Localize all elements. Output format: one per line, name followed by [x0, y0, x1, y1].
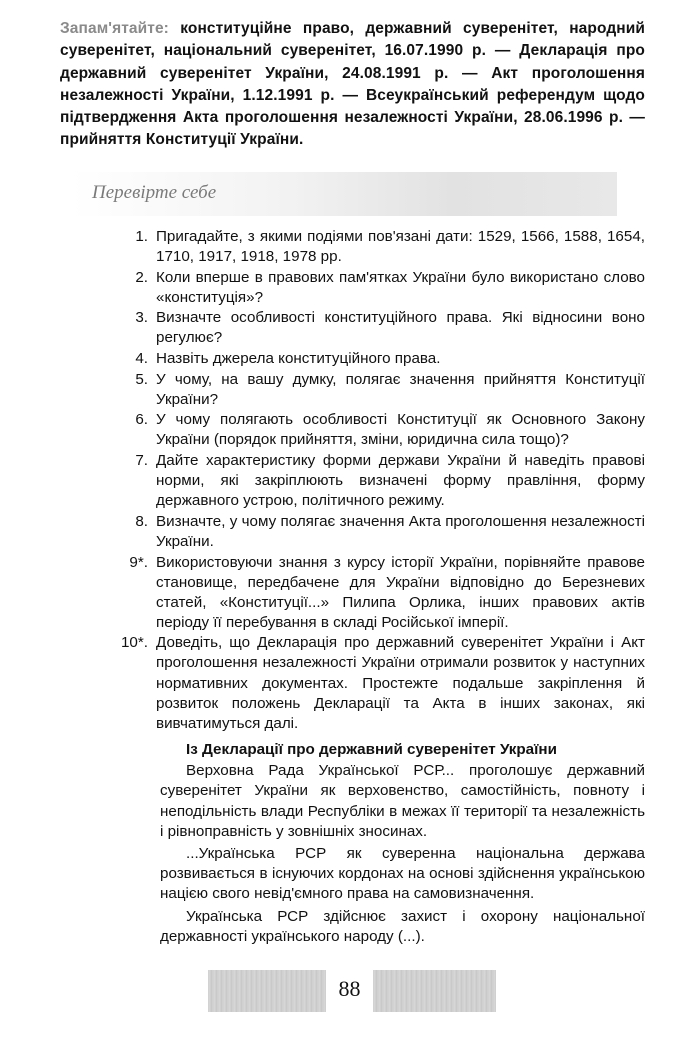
footer-bar-left [208, 970, 326, 1012]
question-number: 4. [135, 350, 148, 368]
excerpt-heading: Із Декларації про державний суверенітет України [186, 741, 557, 758]
question-text: Дайте характеристику форми держави України й наведіть правові норми, які закріплюють визначені форму правління, форму державного устрою, політичного режиму. [156, 452, 645, 510]
question-text: Використовуючи знання з курсу історії України, порівняйте правове становище, передбачене для України відповідно до Березневих статей, «Конституції...» Пилипа Орлика, інших правових актів періоду її перебування в складі Російської імперії. [156, 553, 645, 631]
question-text: Назвіть джерела конституційного права. [156, 350, 441, 368]
excerpt-paragraph: Верховна Рада Української РСР... проголошує державний суверенітет України як верховенство, самостійність, повноту і неподільність влади Республіки в межах її території та незалежність і рівноправність у зовнішніх зносинах. [160, 762, 645, 840]
question-item [90, 553, 645, 633]
footer-bar-right [373, 970, 496, 1012]
question-text: Визначте особливості конституційного права. Які відносини воно регулює? [156, 309, 645, 347]
page-number: 88 [338, 976, 361, 1001]
question-item [90, 308, 645, 348]
declaration-excerpt [160, 740, 645, 949]
remember-lead: Запам'ятайте: [60, 20, 169, 37]
question-text: Доведіть, що Декларація про державний суверенітет України і Акт проголошення незалежності України отримали розвиток у наступних нормативних документах. Простежте подальше закріплення й розвиток положень Декларації та Акта в інших законах, які вивчатимуться далі. [156, 634, 645, 732]
remember-block [60, 18, 645, 152]
question-number: 3. [135, 309, 148, 327]
question-item [90, 410, 645, 450]
excerpt-paragraph: Українська РСР здійснює захист і охорону національної державності українського народу (...). [160, 907, 645, 945]
question-text: Визначте, у чому полягає значення Акта проголошення незалежності України. [156, 512, 645, 550]
question-item [90, 451, 645, 511]
question-number: 10*. [120, 634, 148, 652]
question-item [90, 227, 645, 267]
question-text: Коли вперше в правових пам'ятках України було використано слово «конституція»? [156, 268, 645, 306]
question-item [90, 512, 645, 552]
question-number: 7. [135, 452, 148, 470]
section-title: Перевірте себе [92, 182, 217, 203]
question-item [90, 370, 645, 410]
question-text: У чому, на вашу думку, полягає значення прийняття Конституції України? [156, 370, 645, 408]
questions-list [90, 227, 645, 734]
question-number: 5. [135, 370, 148, 388]
question-item [90, 349, 645, 369]
question-number: 6. [135, 411, 148, 429]
question-number: 2. [135, 268, 148, 286]
question-text: У чому полягають особливості Конституції як Основного Закону України (порядок прийняття, зміни, юридична сила тощо)? [156, 411, 645, 449]
question-item [90, 268, 645, 308]
question-number: 9*. [129, 553, 148, 571]
remember-text: конституційне право, державний суверенітет, народний суверенітет, національний суверенітет, 16.07.1990 р. — Декларація про державний суверенітет України, 24.08.1991 р. — Акт проголошення незалежності України, 1.12.1991 р. — Всеукраїнський референдум щодо підтвердження Акта проголошення незалежності України, 28.06.1996 р. — прийняття Конституції України. [60, 20, 645, 149]
question-item [90, 633, 645, 733]
question-number: 1. [135, 228, 148, 245]
question-text: Пригадайте, з якими подіями пов'язані дати: 1529, 1566, 1588, 1654, 1710, 1917, 1918, 1978 рр. [156, 228, 645, 266]
excerpt-paragraph: ...Українська РСР як суверенна національна держава розвивається в існуючих кордонах на основі здійснення українською нацією свого невід'ємного права на самовизначення. [160, 845, 645, 903]
question-number: 8. [135, 512, 148, 530]
